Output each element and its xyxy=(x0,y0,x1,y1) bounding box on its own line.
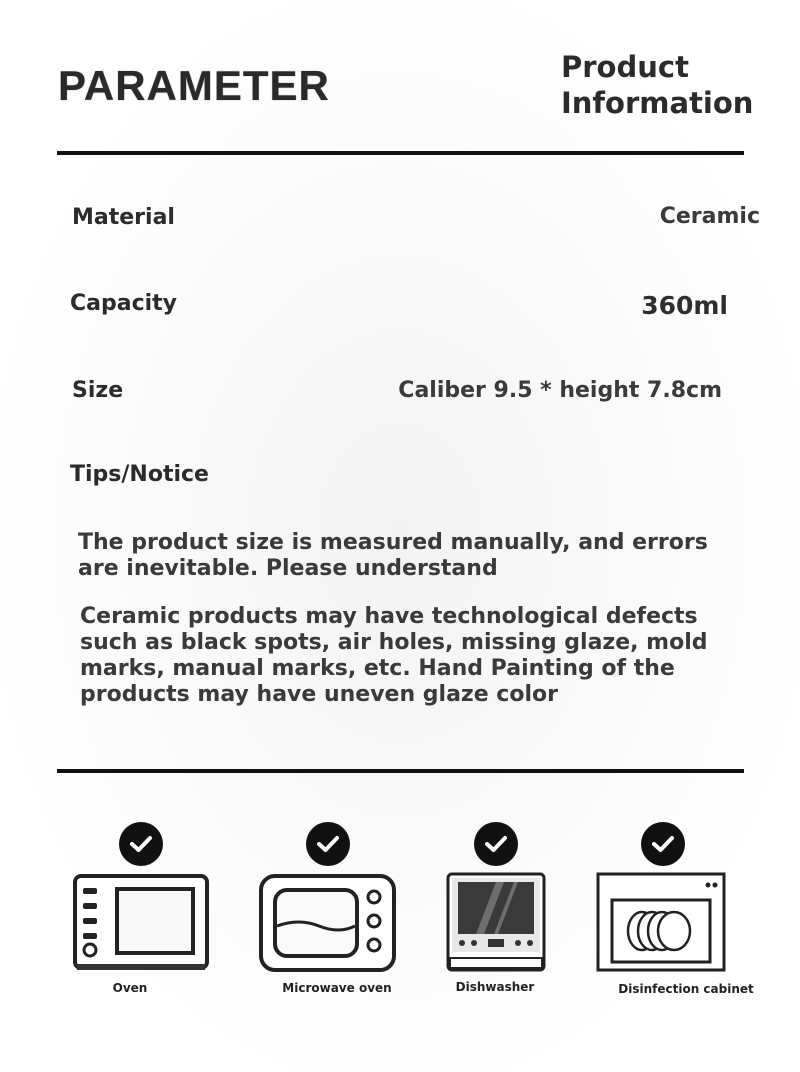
tips-label: Tips/Notice xyxy=(70,462,209,487)
dishwasher-icon xyxy=(446,872,546,976)
spec-label-size: Size xyxy=(72,378,124,403)
page-subtitle: Product Information xyxy=(561,50,754,120)
oven-icon xyxy=(73,874,209,976)
disinfection-cabinet-icon xyxy=(596,872,726,976)
caption-dishwasher: Dishwasher xyxy=(455,980,535,994)
check-oven-icon xyxy=(119,822,163,866)
tips-paragraph-size: The product size is measured manually, and errors are inevitable. Please understand xyxy=(78,530,708,581)
page-title: PARAMETER xyxy=(58,62,330,109)
check-microwave-icon xyxy=(306,822,350,866)
caption-disinfection-cabinet: Disinfection cabinet xyxy=(618,982,754,996)
spec-label-material: Material xyxy=(72,205,175,230)
check-disinfection-icon xyxy=(641,822,685,866)
spec-value-size: Caliber 9.5 * height 7.8cm xyxy=(398,378,722,403)
spec-label-capacity: Capacity xyxy=(70,291,178,316)
spec-value-capacity: 360ml xyxy=(641,291,728,320)
check-dishwasher-icon xyxy=(474,822,518,866)
bottom-divider xyxy=(57,769,744,773)
tips-paragraph-defects: Ceramic products may have technological defects such as black spots, air holes, missing glaze, mold marks, manual marks, etc. Hand Painting of the products may have uneven glaze color xyxy=(80,604,708,707)
top-divider xyxy=(57,151,744,155)
caption-oven: Oven xyxy=(112,981,148,995)
caption-microwave: Microwave oven xyxy=(282,981,392,995)
microwave-icon xyxy=(259,874,396,976)
spec-value-material: Ceramic xyxy=(659,204,760,229)
